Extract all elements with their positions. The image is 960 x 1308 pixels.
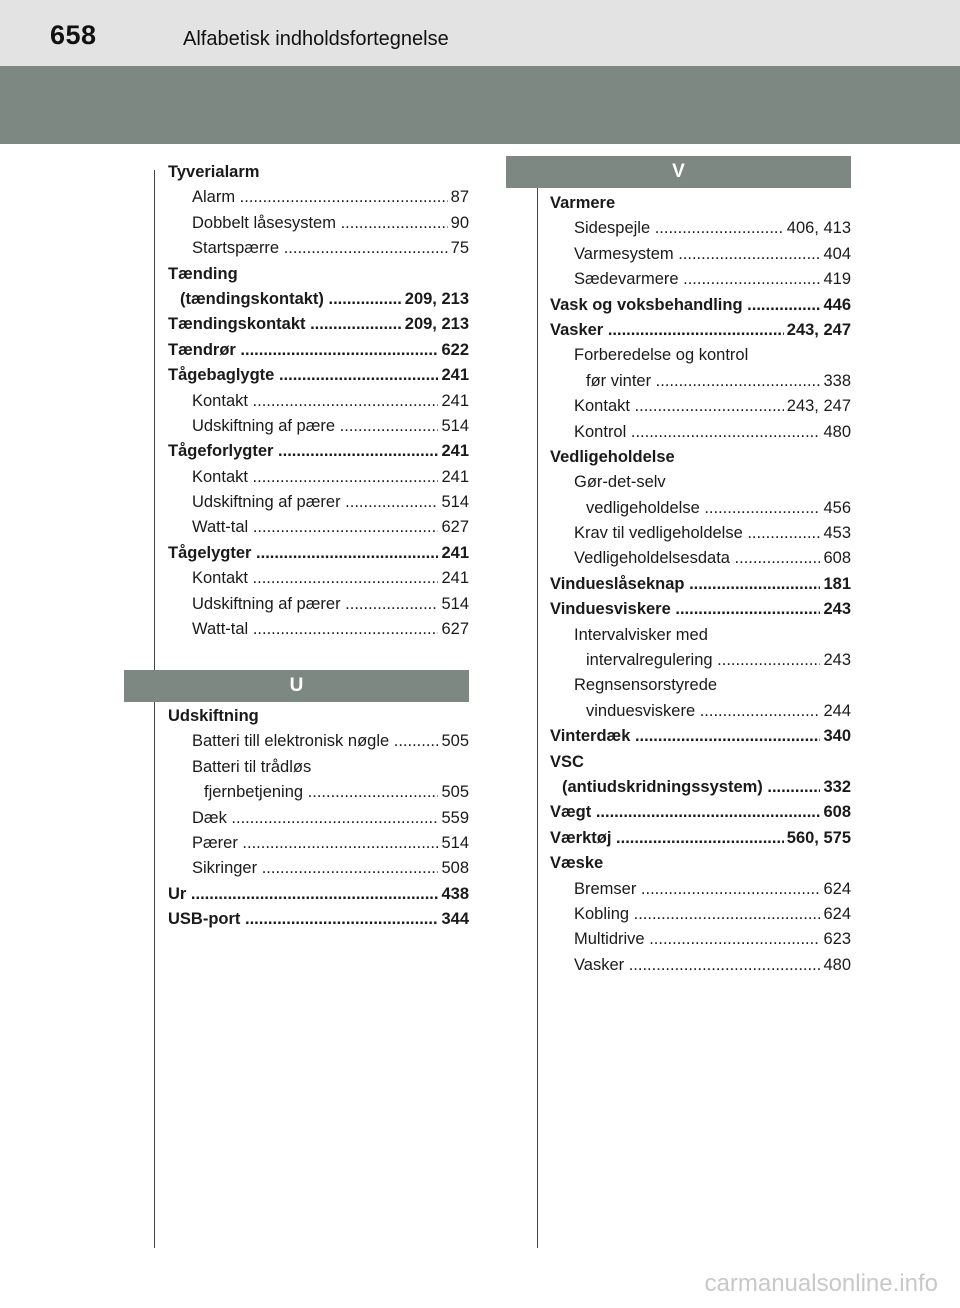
index-entry-term: Tågelygter ..... [168, 541, 469, 566]
index-entry [168, 490, 469, 515]
index-entry-term: Udskiftning af pære ..... [192, 414, 469, 439]
index-entry-page: 438 [438, 882, 469, 907]
index-entry-term: VSC [550, 752, 584, 771]
index-entry-term: Krav til vedligeholdelse ..... [574, 521, 851, 546]
index-entry [550, 242, 851, 267]
index-entry-term: Dæk ..... [192, 806, 469, 831]
index-entry [550, 851, 851, 876]
index-entry-term: Vinduesviskere ..... [550, 597, 851, 622]
index-entry-page: 241 [438, 363, 469, 388]
index-entry [550, 724, 851, 749]
index-entry [550, 496, 851, 521]
index-entry-term: Bremser ..... [574, 877, 851, 902]
index-entry-term: Batteri till elektronisk nøgle ..... [192, 729, 469, 754]
index-entry [168, 338, 469, 363]
index-entry-term: Intervalvisker med [574, 625, 708, 644]
index-entry-page: 622 [438, 338, 469, 363]
index-entry [550, 597, 851, 622]
index-entry-page: 244 [820, 699, 851, 724]
index-entry-term: Vask og voksbehandling ..... [550, 293, 851, 318]
index-entry-page: 453 [820, 521, 851, 546]
index-entry [168, 541, 469, 566]
index-entry-term: Ur ..... [168, 882, 469, 907]
index-entry-page: 241 [438, 465, 469, 490]
index-entry-page: 559 [438, 806, 469, 831]
index-entry-term: Sædevarmere ..... [574, 267, 851, 292]
index-entry-page: 419 [820, 267, 851, 292]
index-entry-term: Væske [550, 854, 604, 873]
index-entry-term: Udskiftning [168, 707, 259, 725]
index-entry-term: Tændingskontakt ..... [168, 312, 469, 337]
index-entry-term: Batteri til trådløs [192, 757, 312, 776]
index-entry [550, 877, 851, 902]
index-entry-page: 404 [820, 242, 851, 267]
index-entry [550, 546, 851, 571]
index-entry-term: Forberedelse og kontrol [574, 346, 749, 365]
index-entry-page: 241 [438, 541, 469, 566]
index-entry-page: 514 [438, 490, 469, 515]
index-entry [168, 907, 469, 932]
index-entry [550, 826, 851, 851]
index-entry-page: 608 [820, 546, 851, 571]
index-entry [168, 160, 469, 185]
index-entry-page: 627 [438, 515, 469, 540]
index-entry-page: 624 [820, 877, 851, 902]
index-entry [550, 623, 851, 648]
index-entry [168, 882, 469, 907]
index-entry-term: intervalregulering ..... [586, 648, 851, 673]
index-entry-page: 456 [820, 496, 851, 521]
index-entry [550, 394, 851, 419]
index-entry-term: Vedligeholdelsesdata ..... [574, 546, 851, 571]
index-entry-term: Gør-det-selv [574, 473, 666, 492]
index-entry-term: Vasker ..... [574, 953, 851, 978]
index-entry-page: 332 [820, 775, 851, 800]
index-entry [550, 293, 851, 318]
index-entry-term: Tændrør ..... [168, 338, 469, 363]
index-entry-term: Vasker ..... [550, 318, 851, 343]
left-column-rule [154, 170, 155, 1248]
index-entry [168, 780, 469, 805]
index-entry-page: 75 [448, 236, 469, 261]
index-entry [168, 856, 469, 881]
index-entry-term: Varmere [550, 194, 616, 212]
index-entry [168, 515, 469, 540]
index-entry [550, 191, 851, 216]
index-entry-page: 209, 213 [402, 312, 469, 337]
index-entry [168, 211, 469, 236]
index-entry-term: Tågebaglygte ..... [168, 363, 469, 388]
index-entry-page: 241 [438, 389, 469, 414]
index-entry-page: 480 [820, 420, 851, 445]
index-entry-term: Dobbelt låsesystem ..... [192, 211, 469, 236]
index-entry [550, 953, 851, 978]
index-entry-term: Tågeforlygter ..... [168, 439, 469, 464]
index-entry-page: 627 [438, 617, 469, 642]
index-entry-page: 241 [438, 566, 469, 591]
index-column-left-top [168, 160, 469, 642]
index-entry [550, 445, 851, 470]
index-entry [550, 216, 851, 241]
index-entry-term: (antiudskridningssystem) ..... [562, 775, 851, 800]
index-entry-page: 338 [820, 369, 851, 394]
index-entry-page: 508 [438, 856, 469, 881]
index-entry [168, 439, 469, 464]
index-entry-term: Udskiftning af pærer ..... [192, 490, 469, 515]
header-band [0, 66, 960, 144]
index-entry [168, 236, 469, 261]
watermark: carmanualsonline.info [704, 1270, 938, 1297]
index-entry-term: Kontakt ..... [192, 566, 469, 591]
index-column-right [550, 191, 851, 978]
index-entry [550, 420, 851, 445]
index-entry [550, 521, 851, 546]
index-entry [550, 673, 851, 698]
index-entry [168, 566, 469, 591]
index-entry-term: Sikringer ..... [192, 856, 469, 881]
index-entry [550, 648, 851, 673]
index-entry-term: Kobling ..... [574, 902, 851, 927]
index-entry-term: Udskiftning af pærer ..... [192, 592, 469, 617]
index-entry-page: 560, 575 [784, 826, 851, 851]
index-entry-term: Regnsensorstyrede [574, 676, 718, 695]
index-entry [168, 806, 469, 831]
index-entry [550, 800, 851, 825]
index-entry-page: 505 [438, 780, 469, 805]
index-entry-page: 505 [438, 729, 469, 754]
index-entry-term: (tændingskontakt) ..... [180, 287, 469, 312]
header-bar [0, 0, 960, 66]
index-entry-term: Vedligeholdelse [550, 447, 675, 466]
index-entry [550, 318, 851, 343]
index-entry-page: 514 [438, 831, 469, 856]
index-entry-page: 514 [438, 592, 469, 617]
index-entry-page: 608 [820, 800, 851, 825]
index-entry-term: før vinter ..... [586, 369, 851, 394]
index-entry-term: vedligeholdelse ..... [586, 496, 851, 521]
index-entry-term: Alarm ..... [192, 185, 469, 210]
index-entry-page: 90 [448, 211, 469, 236]
index-entry-page: 480 [820, 953, 851, 978]
index-entry [550, 343, 851, 368]
index-entry [550, 775, 851, 800]
index-entry-page: 344 [438, 907, 469, 932]
index-entry [550, 902, 851, 927]
index-entry-page: 209, 213 [402, 287, 469, 312]
page-title: Alfabetisk indholdsfortegnelse [183, 28, 449, 50]
index-entry-term: Tyverialarm [168, 163, 260, 181]
index-entry-page: 340 [820, 724, 851, 749]
index-entry-page: 406, 413 [784, 216, 851, 241]
index-entry [168, 465, 469, 490]
index-entry-term: Startspærre ..... [192, 236, 469, 261]
index-entry [168, 389, 469, 414]
index-entry-page: 243, 247 [784, 394, 851, 419]
index-entry-term: Tænding [168, 264, 238, 283]
index-entry [168, 287, 469, 312]
index-entry [550, 927, 851, 952]
index-entry [168, 617, 469, 642]
index-entry-term: Varmesystem ..... [574, 242, 851, 267]
index-entry [168, 414, 469, 439]
index-entry [168, 831, 469, 856]
index-entry-page: 87 [448, 185, 469, 210]
index-entry [168, 592, 469, 617]
index-entry-term: Watt-tal ..... [192, 515, 469, 540]
index-entry-term: Kontakt ..... [574, 394, 851, 419]
index-entry-page: 514 [438, 414, 469, 439]
index-entry-term: Vinterdæk ..... [550, 724, 851, 749]
index-entry-term: Værktøj ..... [550, 826, 851, 851]
index-entry-term: Pærer ..... [192, 831, 469, 856]
index-entry [550, 470, 851, 495]
section-header-v: V [506, 156, 851, 188]
index-entry-page: 243 [820, 597, 851, 622]
index-entry-page: 241 [438, 439, 469, 464]
index-entry-page: 243, 247 [784, 318, 851, 343]
index-entry-term: Kontakt ..... [192, 389, 469, 414]
index-entry-term: USB-port ..... [168, 907, 469, 932]
index-entry [168, 262, 469, 287]
index-entry [168, 704, 469, 729]
index-entry [550, 267, 851, 292]
index-entry [168, 185, 469, 210]
index-entry [168, 729, 469, 754]
page-number: 658 [50, 20, 97, 50]
index-entry-term: Vægt ..... [550, 800, 851, 825]
index-entry [550, 750, 851, 775]
index-entry-term: Multidrive ..... [574, 927, 851, 952]
right-column-rule [537, 188, 538, 1248]
index-entry [550, 699, 851, 724]
index-entry-term: Kontrol ..... [574, 420, 851, 445]
index-entry-page: 623 [820, 927, 851, 952]
index-entry-term: vinduesviskere ..... [586, 699, 851, 724]
index-entry-page: 243 [820, 648, 851, 673]
index-entry [168, 363, 469, 388]
index-entry-page: 446 [820, 293, 851, 318]
index-entry-term: Watt-tal ..... [192, 617, 469, 642]
section-header-u: U [124, 670, 469, 702]
index-entry-page: 624 [820, 902, 851, 927]
index-entry-term: Vindueslåseknap ..... [550, 572, 851, 597]
index-entry [550, 369, 851, 394]
index-entry-term: Sidespejle ..... [574, 216, 851, 241]
index-column-left-bottom [168, 704, 469, 933]
index-entry-term: fjernbetjening ..... [204, 780, 469, 805]
index-entry [550, 572, 851, 597]
index-entry-term: Kontakt ..... [192, 465, 469, 490]
index-entry [168, 755, 469, 780]
index-entry [168, 312, 469, 337]
index-entry-page: 181 [820, 572, 851, 597]
